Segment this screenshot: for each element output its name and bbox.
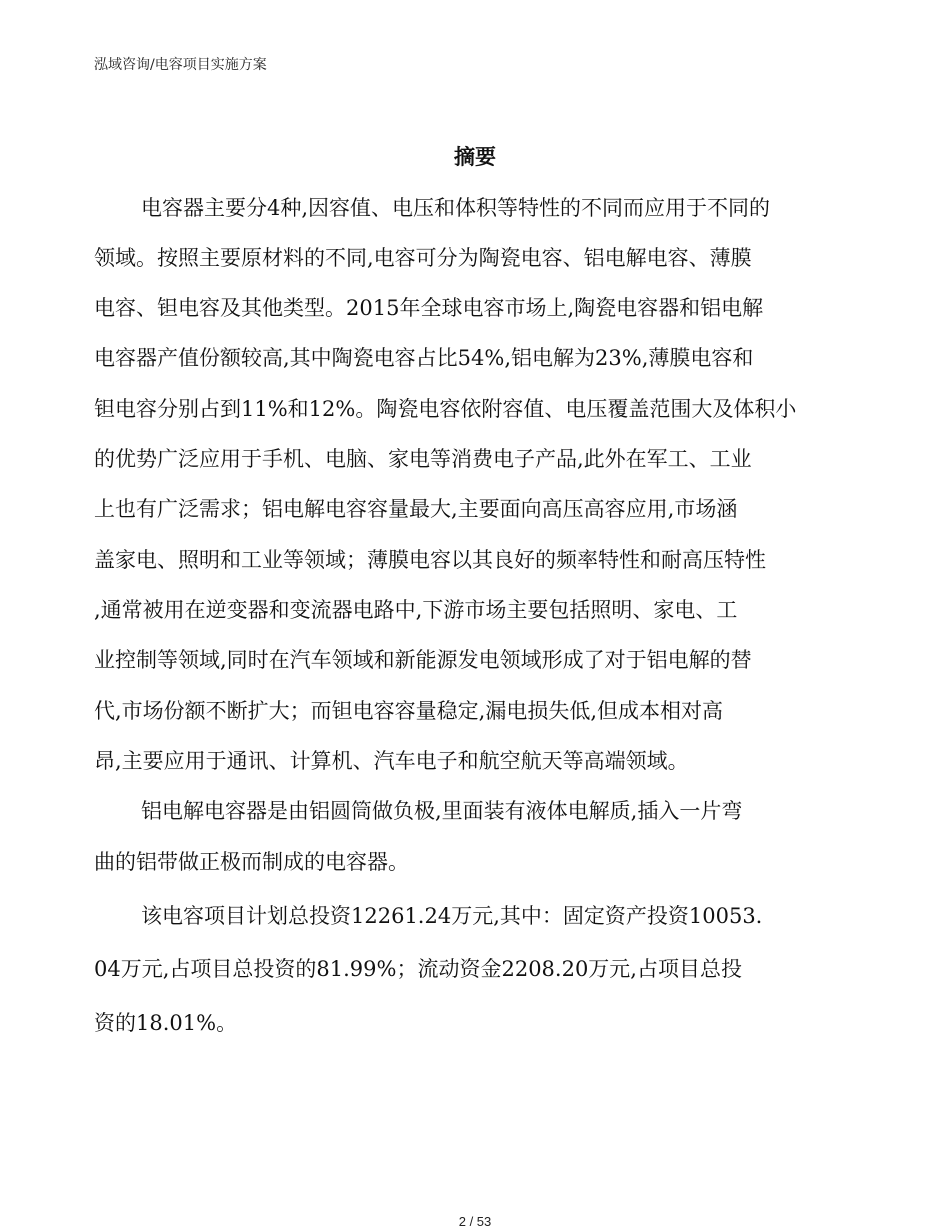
paragraph-1-line-5: 钽电容分别占到11%和12%。陶瓷电容依附容值、电压覆盖范围大及体积小 — [94, 397, 797, 421]
paragraph-1-line-9: ,通常被用在逆变器和变流器电路中,下游市场主要包括照明、家电、工 — [94, 598, 738, 622]
paragraph-2-line-1: 铝电解电容器是由铝圆筒做负极,里面装有液体电解质,插入一片弯 — [141, 799, 743, 823]
page-title: 摘要 — [454, 144, 496, 169]
page-number: 2 / 53 — [458, 1214, 492, 1229]
paragraph-1-line-12: 昂,主要应用于通讯、计算机、汽车电子和航空航天等高端领域。 — [94, 749, 689, 773]
paragraph-1-line-10: 业控制等领域,同时在汽车领域和新能源发电领域形成了对于铝电解的替 — [94, 648, 752, 672]
running-header: 泓域咨询/电容项目实施方案 — [94, 57, 267, 73]
paragraph-3-line-1: 该电容项目计划总投资12261.24万元,其中：固定资产投资10053. — [141, 904, 763, 928]
paragraph-1-line-6: 的优势广泛应用于手机、电脑、家电等消费电子产品,此外在军工、工业 — [94, 447, 752, 471]
paragraph-1-line-3: 电容、钽电容及其他类型。2015年全球电容市场上,陶瓷电容器和铝电解 — [94, 296, 764, 320]
paragraph-1-line-8: 盖家电、照明和工业等领域；薄膜电容以其良好的频率特性和耐高压特性 — [94, 548, 766, 572]
paragraph-1-line-7: 上也有广泛需求；铝电解电容容量最大,主要面向高压高容应用,市场涵 — [94, 497, 738, 521]
paragraph-1-line-11: 代,市场份额不断扩大；而钽电容容量稳定,漏电损失低,但成本相对高 — [94, 699, 724, 723]
paragraph-3-line-2: 04万元,占项目总投资的81.99%；流动资金2208.20万元,占项目总投 — [94, 957, 742, 981]
paragraph-2-line-2: 曲的铝带做正极而制成的电容器。 — [94, 850, 409, 874]
paragraph-1-line-4: 电容器产值份额较高,其中陶瓷电容占比54%,铝电解为23%,薄膜电容和 — [94, 346, 754, 370]
paragraph-1-line-1: 电容器主要分4种,因容值、电压和体积等特性的不同而应用于不同的 — [141, 196, 771, 220]
paragraph-1-line-2: 领域。按照主要原材料的不同,电容可分为陶瓷电容、铝电解电容、薄膜 — [94, 246, 752, 270]
paragraph-3-line-3: 资的18.01%。 — [94, 1011, 238, 1035]
